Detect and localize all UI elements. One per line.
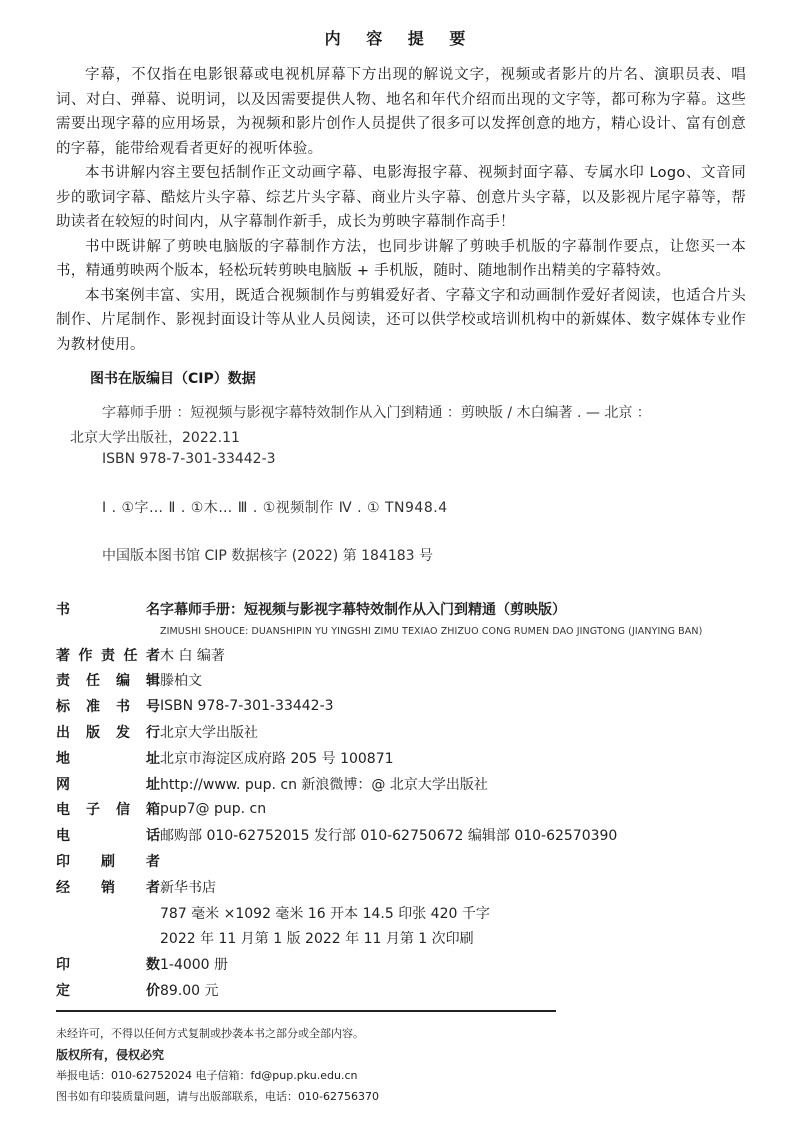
rights-reserved: 版权所有，侵权必究 xyxy=(56,1048,165,1062)
info-value: 787 毫米 ×1092 毫米 16 开本 14.5 印张 420 千字 xyxy=(160,905,490,922)
info-label: 地址 xyxy=(56,750,160,767)
info-label: 书名 xyxy=(56,601,160,618)
info-row-print-run xyxy=(56,951,756,977)
info-label: 责任编辑 xyxy=(56,673,160,690)
info-value: 新华书店 xyxy=(160,879,216,896)
cip-data-number: 中国版本图书馆 CIP 数据核字 (2022) 第 184183 号 xyxy=(102,548,434,564)
info-row-publisher xyxy=(56,719,756,745)
cip-heading: 图书在版编目（CIP）数据 xyxy=(90,371,256,387)
info-label: 著作责任者 xyxy=(56,647,160,664)
info-row-phone xyxy=(56,822,756,848)
info-value: 北京市海淀区成府路 205 号 100871 xyxy=(160,750,394,767)
quality-contact: 图书如有印装质量问题，请与出版部联系，电话：010-62756370 xyxy=(56,1090,379,1103)
info-value: 滕柏文 xyxy=(160,673,202,690)
summary-paragraph: 本书案例丰富、实用，既适合视频制作与剪辑爱好者、字幕文字和动画制作爱好者阅读，也适合片头制作、片尾制作、影视封面设计等从业人员阅读，还可以供学校或培训机构中的新媒体、数字媒体专业作为教材使用。 xyxy=(56,287,746,353)
info-row-author xyxy=(56,642,756,668)
info-row-isbn xyxy=(56,693,756,719)
copyright-notice: 未经许可，不得以任何方式复制或抄袭本书之部分或全部内容。 xyxy=(56,1027,364,1040)
cip-classification-line: Ⅰ . ①字… Ⅱ . ①木… Ⅲ . ①视频制作 Ⅳ . ① TN948.4 xyxy=(102,500,448,516)
summary-paragraph: 本书讲解内容主要包括制作正文动画字幕、电影海报字幕、视频封面字幕、专属水印 Logo、文音同步的歌词字幕、酷炫片头字幕、综艺片头字幕、商业片头字幕、创意片头字幕，以及影视片尾字幕等，帮助读者在较短的时间内，从字幕制作新手，成长为剪映字幕制作高手！ xyxy=(56,165,746,230)
info-row-printer xyxy=(56,848,756,874)
info-value: http://www. pup. cn 新浪微博：@ 北京大学出版社 xyxy=(160,776,488,793)
info-row-editor xyxy=(56,668,756,694)
cip-publisher-line: 北京大学出版社，2022.11 xyxy=(70,430,240,446)
info-row-pinyin xyxy=(56,622,756,642)
info-value: 邮购部 010-62752015 发行部 010-62750672 编辑部 010-62570390 xyxy=(160,828,618,845)
info-row-address xyxy=(56,745,756,771)
info-label: 出版发行 xyxy=(56,725,160,742)
info-row-email xyxy=(56,797,756,823)
info-value: 89.00 元 xyxy=(160,983,219,1000)
info-row-website xyxy=(56,771,756,797)
info-row-distributor xyxy=(56,874,756,900)
info-value: 1-4000 册 xyxy=(160,957,229,974)
info-value: ZIMUSHI SHOUCE: DUANSHIPIN YU YINGSHI ZIMU TEXIAO ZHIZUO CONG RUMEN DAO JINGTONG (JIANYING BAN) xyxy=(160,626,703,638)
summary-section xyxy=(56,63,746,357)
info-label: 网址 xyxy=(56,776,160,793)
divider xyxy=(56,1010,556,1012)
cip-isbn-line: ISBN 978-7-301-33442-3 xyxy=(102,451,276,467)
info-value: 北京大学出版社 xyxy=(160,725,258,742)
cip-title-line: 字幕师手册 ：短视频与影视字幕特效制作从入门到精通 ：剪映版 / 木白编著 . — 北京 ： xyxy=(102,405,651,421)
info-label: 印刷者 xyxy=(56,854,160,871)
info-label: 印数 xyxy=(56,957,160,974)
info-row-format xyxy=(56,900,756,926)
report-contact: 举报电话：010-62752024 电子信箱：fd@pup.pku.edu.cn xyxy=(56,1069,358,1082)
info-label: 定价 xyxy=(56,983,160,1000)
info-row-price xyxy=(56,977,756,1003)
info-label: 电话 xyxy=(56,828,160,845)
info-value: 木 白 编著 xyxy=(160,647,225,664)
info-label: 电子信箱 xyxy=(56,802,160,819)
info-label: 标准书号 xyxy=(56,699,160,716)
info-value: ISBN 978-7-301-33442-3 xyxy=(160,698,334,715)
info-value: 字幕师手册：短视频与影视字幕特效制作从入门到精通（剪映版） xyxy=(160,601,566,618)
copyright-info-table xyxy=(56,596,756,1003)
info-value: pup7@ pup. cn xyxy=(160,801,267,818)
info-row-title xyxy=(56,596,756,622)
info-label: 经销者 xyxy=(56,879,160,896)
page-title: 内 容 提 要 xyxy=(324,29,476,48)
summary-paragraph: 书中既讲解了剪映电脑版的字幕制作方法，也同步讲解了剪映手机版的字幕制作要点，让您买一本书，精通剪映两个版本，轻松玩转剪映电脑版 + 手机版，随时、随地制作出精美的字幕特效。 xyxy=(56,238,746,279)
summary-paragraph: 字幕，不仅指在电影银幕或电视机屏幕下方出现的解说文字，视频或者影片的片名、演职员表、唱词、对白、弹幕、说明词，以及因需要提供人物、地名和年代介绍而出现的文字等，都可称为字幕。这些需要出现字幕的应用场景，为视频和影片创作人员提供了很多可以发挥创意的地方，精心设计、富有创意的字幕，能带给观看者更好的视听体验。 xyxy=(56,67,746,157)
info-value: 2022 年 11 月第 1 版 2022 年 11 月第 1 次印刷 xyxy=(160,931,474,948)
info-row-edition xyxy=(56,926,756,952)
